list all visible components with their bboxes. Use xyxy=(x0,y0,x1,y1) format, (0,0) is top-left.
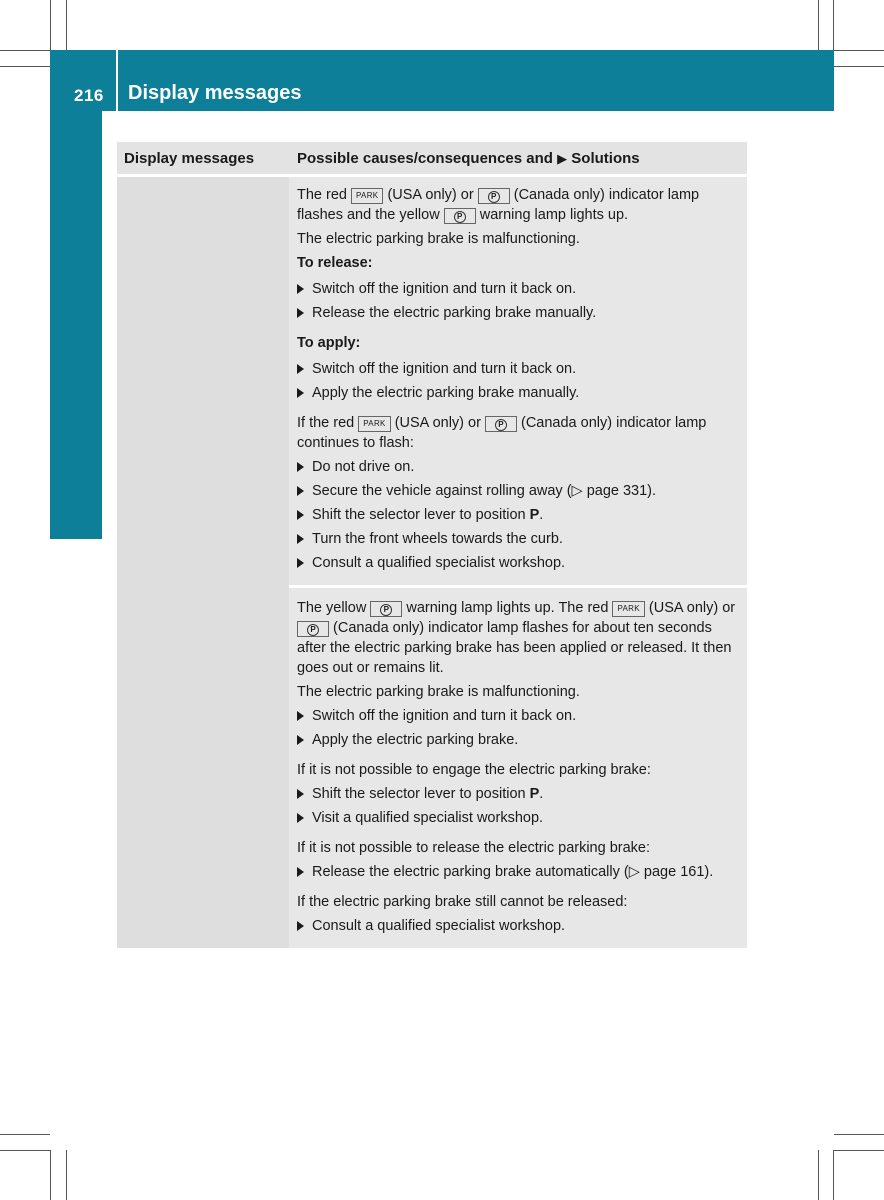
list-item-text: Apply the electric parking brake manually. xyxy=(312,385,580,401)
list-item-text: Turn the front wheels towards the curb. xyxy=(312,531,563,547)
list-item xyxy=(297,862,741,882)
crop-mark xyxy=(818,0,819,50)
text: (Canada only) indicator lamp flashes and the yellow xyxy=(297,187,700,223)
p-symbol: P xyxy=(380,604,392,616)
text: The yellow xyxy=(297,600,367,616)
crop-mark xyxy=(0,66,50,67)
table-row xyxy=(289,177,747,585)
p-symbol: P xyxy=(454,211,466,223)
crop-mark xyxy=(0,50,50,51)
text: If the red xyxy=(297,415,355,431)
bullet-triangle-icon xyxy=(297,462,304,472)
list-item-text: Consult a qualified specialist workshop. xyxy=(312,918,566,934)
crop-mark xyxy=(833,1150,834,1200)
column-header-solutions-label: Solutions xyxy=(571,150,640,167)
crop-mark xyxy=(833,0,834,50)
p-symbol: P xyxy=(307,624,319,636)
crop-mark xyxy=(0,1134,50,1135)
bullet-triangle-icon xyxy=(297,308,304,318)
display-message-cell xyxy=(117,177,289,948)
list-item-text: Apply the electric parking brake. xyxy=(312,732,519,748)
list-item xyxy=(297,706,741,726)
chapter-side-tab xyxy=(50,111,102,539)
page-title: Display messages xyxy=(128,82,302,104)
header-divider xyxy=(116,50,118,111)
paragraph: The electric parking brake is malfunctioning. xyxy=(297,231,580,247)
paragraph xyxy=(297,185,741,225)
text: (Canada only) indicator lamp flashes for about ten seconds after the electric parking brake has been applied or released. It then goes out or remains lit. xyxy=(297,620,732,676)
crop-mark xyxy=(834,1134,884,1135)
p-symbol: P xyxy=(488,191,500,203)
crop-mark xyxy=(66,0,67,50)
bullet-triangle-icon xyxy=(297,711,304,721)
paragraph: If the electric parking brake still cannot be released: xyxy=(297,894,628,910)
paragraph xyxy=(297,598,741,678)
paragraph: If it is not possible to release the electric parking brake: xyxy=(297,840,651,856)
table-row xyxy=(289,585,747,948)
page-reference-link[interactable]: Release the electric parking brake automatically (▷ page 161). xyxy=(312,864,714,880)
list-item xyxy=(297,784,741,804)
paragraph: The electric parking brake is malfunctioning. xyxy=(297,684,580,700)
paragraph xyxy=(297,413,741,453)
crop-mark xyxy=(834,50,884,51)
parking-brake-icon xyxy=(370,601,402,617)
crop-mark xyxy=(50,1150,51,1200)
list-item-text: Release the electric parking brake manually. xyxy=(312,305,597,321)
bullet-triangle-icon xyxy=(297,735,304,745)
text: (USA only) or xyxy=(394,415,481,431)
bullet-triangle-icon xyxy=(297,534,304,544)
bullet-triangle-icon xyxy=(297,510,304,520)
position-label: P xyxy=(529,507,540,523)
column-header-causes-solutions xyxy=(289,142,747,174)
park-lamp-icon: PARK xyxy=(351,188,383,204)
text: . xyxy=(539,786,544,802)
solutions-column xyxy=(289,177,747,948)
list-item xyxy=(297,383,741,403)
bullet-triangle-icon xyxy=(297,486,304,496)
list-item-text: Consult a qualified specialist workshop. xyxy=(312,555,566,571)
park-lamp-icon: PARK xyxy=(612,601,644,617)
bullet-triangle-icon xyxy=(297,921,304,931)
page-number: 216 xyxy=(74,86,104,105)
bullet-triangle-icon xyxy=(297,388,304,398)
crop-mark xyxy=(834,1150,884,1151)
list-item xyxy=(297,481,741,501)
list-item xyxy=(297,730,741,750)
parking-brake-icon xyxy=(297,621,329,637)
messages-table xyxy=(117,142,747,948)
text: . xyxy=(539,507,544,523)
list-item xyxy=(297,553,741,573)
list-item-text: Switch off the ignition and turn it back on. xyxy=(312,361,577,377)
list-item-text: Do not drive on. xyxy=(312,459,415,475)
list-item xyxy=(297,457,741,477)
bullet-triangle-icon xyxy=(297,789,304,799)
text: (Canada only) indicator lamp continues to flash: xyxy=(297,415,707,451)
crop-mark xyxy=(66,1150,67,1200)
arrow-right-icon: ▶ xyxy=(557,151,568,166)
list-item-text: Shift the selector lever to position xyxy=(312,507,526,523)
bullet-triangle-icon xyxy=(297,813,304,823)
paragraph: If it is not possible to engage the electric parking brake: xyxy=(297,762,651,778)
list-item-text: Switch off the ignition and turn it back on. xyxy=(312,281,577,297)
parking-brake-icon xyxy=(478,188,510,204)
subheading-release: To release: xyxy=(297,255,373,271)
list-item-text: Shift the selector lever to position xyxy=(312,786,526,802)
crop-mark xyxy=(818,1150,819,1200)
park-lamp-icon: PARK xyxy=(358,416,390,432)
list-item-text: Switch off the ignition and turn it back on. xyxy=(312,708,577,724)
list-item xyxy=(297,529,741,549)
list-item xyxy=(297,916,741,936)
crop-mark xyxy=(0,1150,50,1151)
position-label: P xyxy=(529,786,540,802)
page-reference-link[interactable]: Secure the vehicle against rolling away (▷ page 331). xyxy=(312,483,657,499)
crop-mark xyxy=(50,0,51,50)
parking-brake-icon xyxy=(444,208,476,224)
bullet-triangle-icon xyxy=(297,558,304,568)
table-body xyxy=(117,174,747,948)
list-item-text: Visit a qualified specialist workshop. xyxy=(312,810,544,826)
text: (USA only) or xyxy=(387,187,474,203)
text: The red xyxy=(297,187,347,203)
parking-brake-icon xyxy=(485,416,517,432)
crop-mark xyxy=(834,66,884,67)
bullet-triangle-icon xyxy=(297,867,304,877)
bullet-triangle-icon xyxy=(297,284,304,294)
table-header xyxy=(117,142,747,174)
list-item xyxy=(297,303,741,323)
text: warning lamp lights up. xyxy=(479,207,629,223)
bullet-triangle-icon xyxy=(297,364,304,374)
list-item xyxy=(297,505,741,525)
text: warning lamp lights up. The red xyxy=(406,600,609,616)
column-header-display-messages: Display messages xyxy=(124,150,255,167)
list-item xyxy=(297,279,741,299)
p-symbol: P xyxy=(495,419,507,431)
column-header-causes-label: Possible causes/consequences and xyxy=(297,150,553,167)
subheading-apply: To apply: xyxy=(297,335,361,351)
text: (USA only) or xyxy=(648,600,736,616)
list-item xyxy=(297,359,741,379)
list-item xyxy=(297,808,741,828)
